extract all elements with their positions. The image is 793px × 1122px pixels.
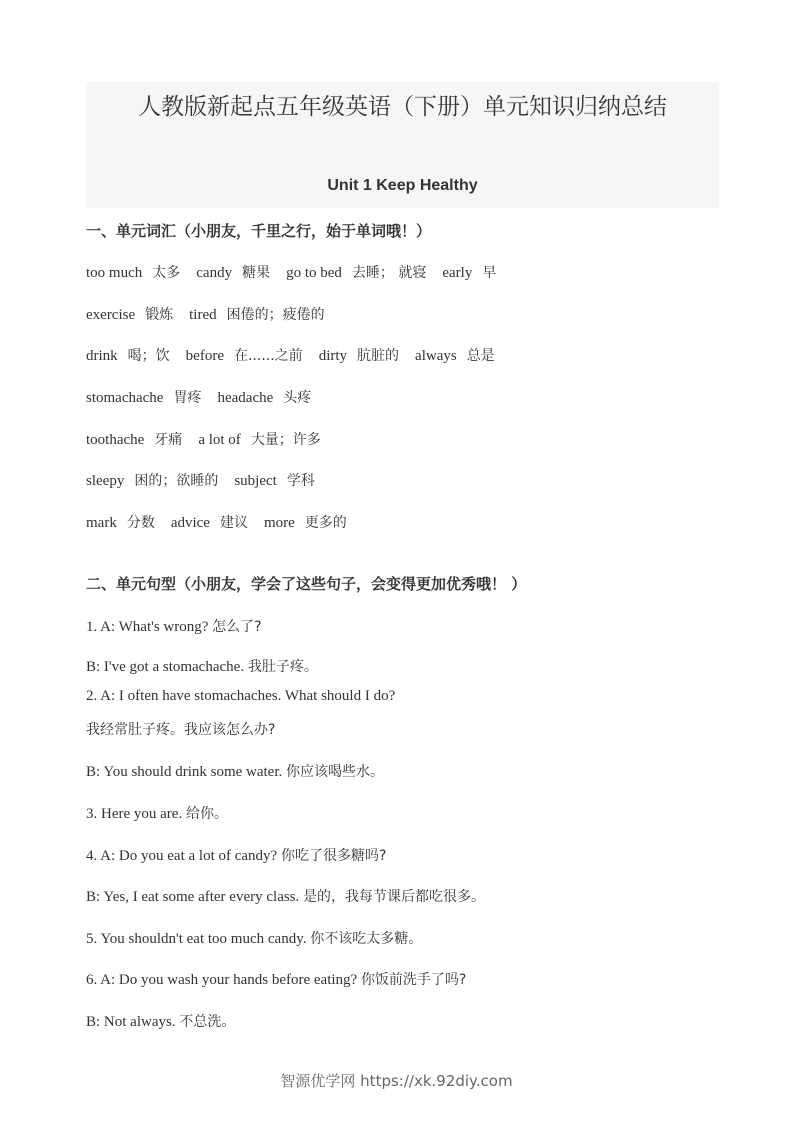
vocab-word: drink <box>86 348 118 364</box>
vocabulary-line <box>86 429 337 449</box>
vocab-translation: 在......之前 <box>233 348 303 364</box>
vocab-word: a lot of <box>198 432 241 448</box>
vocab-translation: 分数 <box>126 515 155 531</box>
vocab-translation: 更多的 <box>304 515 347 531</box>
sentence-line <box>86 928 422 948</box>
vocab-word: subject <box>234 473 277 489</box>
sentence-chinese: 你吃了很多糖吗? <box>280 848 387 864</box>
sentence-line <box>86 969 466 989</box>
vocab-word: sleepy <box>86 473 125 489</box>
vocab-word: early <box>442 265 473 281</box>
vocab-translation: 太多 <box>152 265 181 281</box>
unit-title: Unit 1 Keep Healthy <box>327 177 478 194</box>
vocab-translation: 困倦的；疲倦的 <box>226 307 325 323</box>
vocab-word: always <box>415 348 457 364</box>
sentences-heading: 二、单元句型（小朋友，学会了这些句子，会变得更加优秀哦！ ） <box>86 575 527 593</box>
sentence-line <box>86 616 262 636</box>
sentence-chinese: 你饭前洗手了吗? <box>360 972 467 988</box>
sentence-english: B: Not always. <box>86 1014 180 1030</box>
vocabulary-line <box>86 512 363 532</box>
sentence-line <box>86 845 386 865</box>
vocab-word: stomachache <box>86 390 164 406</box>
sentence-chinese: 不总洗。 <box>179 1014 236 1030</box>
sentence-chinese: 我肚子疼。 <box>247 659 318 675</box>
vocab-translation: 去睡； 就寝 <box>351 265 427 281</box>
sentence-chinese: 给你。 <box>185 806 228 822</box>
vocab-word: before <box>185 348 224 364</box>
vocab-word: dirty <box>318 348 348 364</box>
sentence-chinese: 我经常肚子疼。我应该怎么办? <box>86 722 276 738</box>
sentence-line <box>86 656 318 676</box>
sentence-chinese: 怎么了? <box>212 619 262 635</box>
vocab-translation: 肮脏的 <box>357 348 400 364</box>
sentence-english: 5. You shouldn't eat too much candy. <box>86 931 311 947</box>
vocab-word: tired <box>189 307 217 323</box>
vocab-translation: 早 <box>482 265 497 281</box>
sentence-chinese: 你不该吃太多糖。 <box>310 931 423 947</box>
vocab-translation: 总是 <box>466 348 495 364</box>
sentence-line <box>86 1011 235 1031</box>
sentence-chinese: 你应该喝些水。 <box>286 764 385 780</box>
vocab-translation: 头疼 <box>283 390 312 406</box>
vocab-translation: 喝；饮 <box>127 348 170 364</box>
sentence-chinese: 是的，我每节课后都吃很多。 <box>303 889 486 905</box>
vocab-word: more <box>263 515 295 531</box>
vocab-translation: 建议 <box>219 515 248 531</box>
vocab-translation: 锻炼 <box>145 307 174 323</box>
vocabulary-heading: 一、单元词汇（小朋友，千里之行，始于单词哦！） <box>86 222 432 240</box>
vocab-translation: 大量；许多 <box>250 432 321 448</box>
vocabulary-line <box>86 387 327 407</box>
vocab-word: go to bed <box>286 265 342 281</box>
sentence-english: B: I've got a stomachache. <box>86 659 248 675</box>
vocab-translation: 糖果 <box>242 265 271 281</box>
vocab-word: exercise <box>86 307 136 323</box>
sentence-line <box>86 719 275 739</box>
sentence-english: 1. A: What's wrong? <box>86 619 213 635</box>
vocab-word: headache <box>217 390 274 406</box>
vocab-translation: 牙痛 <box>154 432 183 448</box>
sentence-english: B: Yes, I eat some after every class. <box>86 889 304 905</box>
sentence-english: 6. A: Do you wash your hands before eating? <box>86 972 361 988</box>
sentence-english: 4. A: Do you eat a lot of candy? <box>86 848 281 864</box>
vocab-translation: 学科 <box>286 473 315 489</box>
vocab-word: advice <box>170 515 210 531</box>
vocab-word: mark <box>86 515 117 531</box>
sentence-english: 2. A: I often have stomachaches. What should I do? <box>86 688 396 704</box>
sentence-line <box>86 803 228 823</box>
footer-watermark: 智源优学网 https://xk.92diy.com <box>280 1072 513 1090</box>
vocab-translation: 困的；欲睡的 <box>134 473 219 489</box>
sentence-english: B: You should drink some water. <box>86 764 287 780</box>
vocabulary-line <box>86 345 511 365</box>
page-title: 人教版新起点五年级英语（下册）单元知识归纳总结 <box>138 94 667 120</box>
sentence-english: 3. Here you are. <box>86 806 186 822</box>
vocab-translation: 胃疼 <box>173 390 202 406</box>
vocabulary-line <box>86 470 331 490</box>
vocabulary-line <box>86 262 512 282</box>
vocab-word: too much <box>86 265 143 281</box>
sentence-line <box>86 688 395 705</box>
vocab-word: candy <box>196 265 233 281</box>
sentence-line <box>86 886 485 906</box>
sentence-line <box>86 761 384 781</box>
vocab-word: toothache <box>86 432 145 448</box>
vocabulary-line <box>86 304 341 324</box>
